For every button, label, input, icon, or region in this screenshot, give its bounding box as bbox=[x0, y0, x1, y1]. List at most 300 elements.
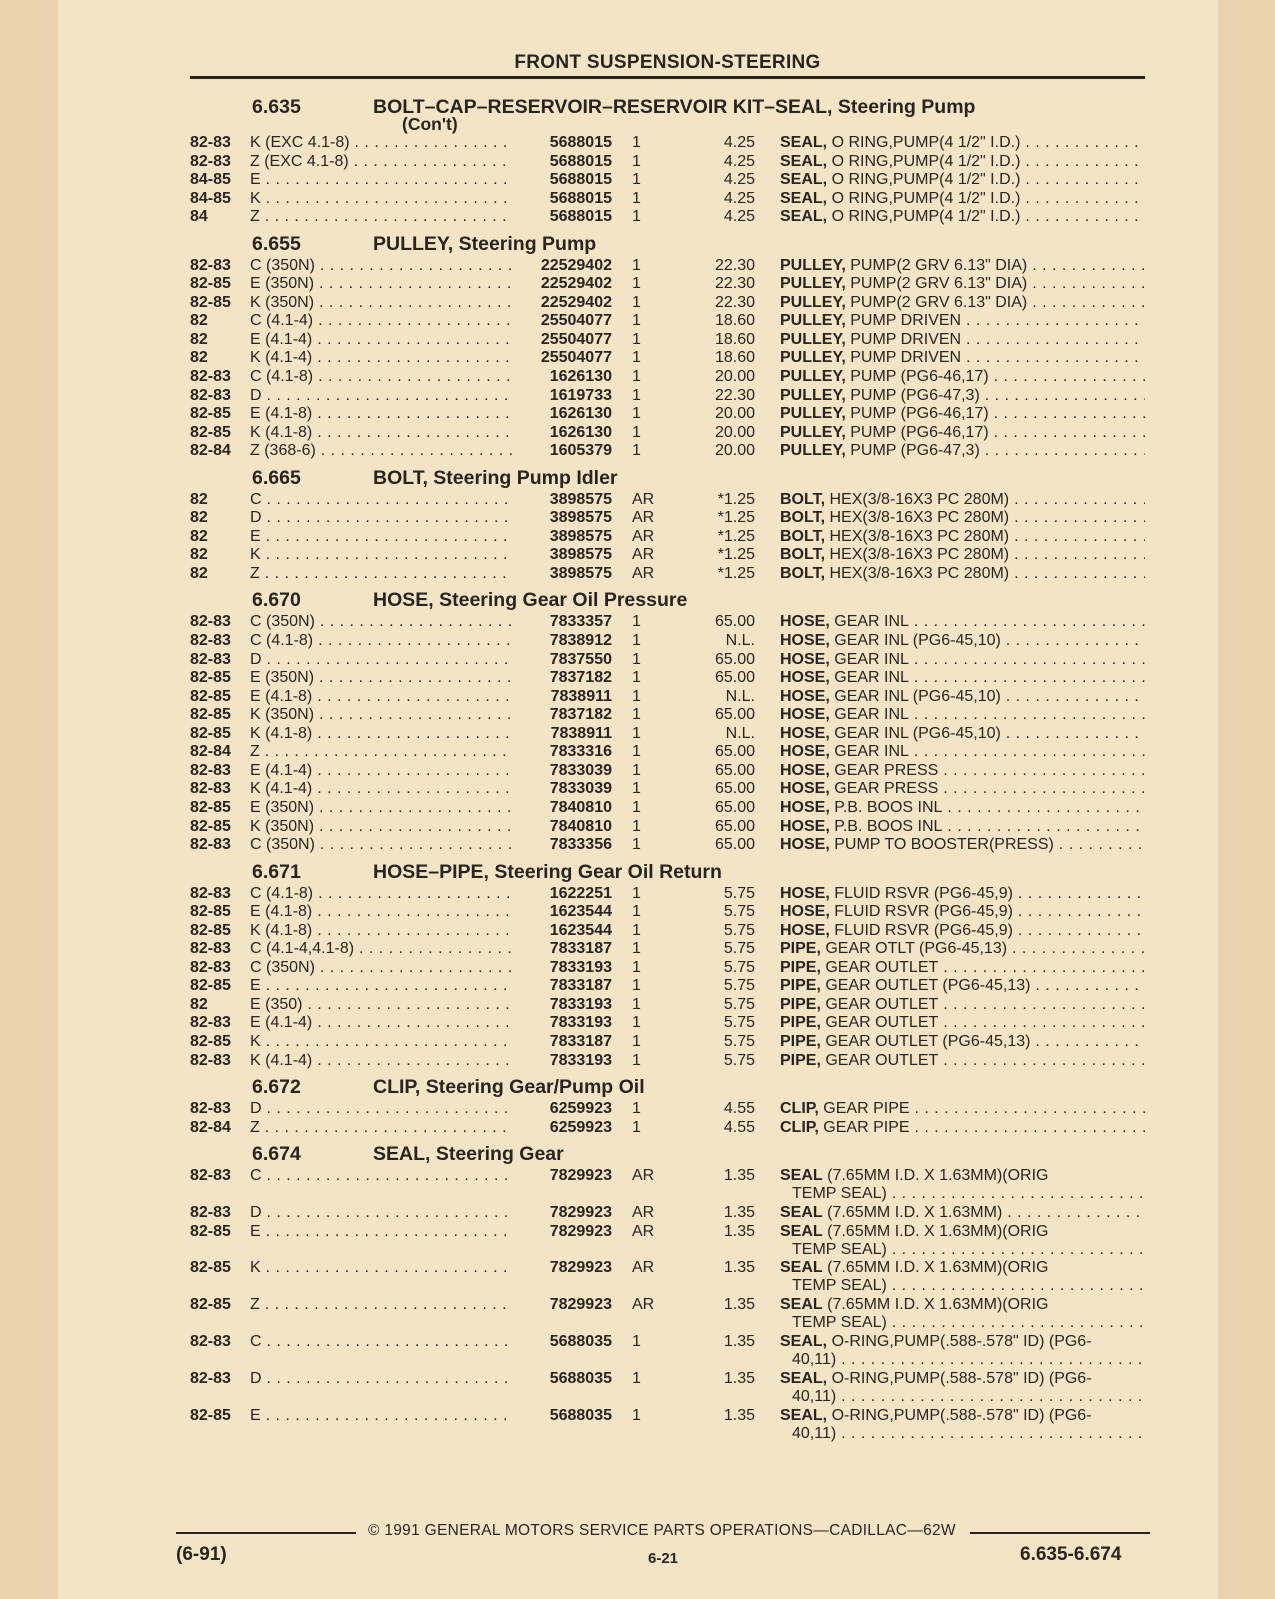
part-number-cell: 22529402 bbox=[540, 275, 612, 293]
description-noun: HOSE, bbox=[780, 669, 830, 687]
price-cell: 5.75 bbox=[723, 903, 755, 921]
part-number-cell: 3898575 bbox=[549, 509, 612, 527]
price-cell: N.L. bbox=[725, 687, 755, 705]
price-cell: 4.25 bbox=[723, 189, 755, 207]
quantity-cell: 1 bbox=[632, 977, 641, 995]
model-cell: E (4.1-4) . . . bbox=[250, 762, 512, 780]
quantity-cell: 1 bbox=[632, 1118, 641, 1136]
part-number-cell: 7837182 bbox=[549, 706, 612, 724]
table-row bbox=[190, 349, 1145, 368]
year-cell: 82-85 bbox=[190, 706, 231, 724]
model-cell: C (4.1-8) . . . bbox=[250, 632, 512, 650]
description-cell bbox=[780, 134, 1145, 152]
description-text-2: 40,11) . . . bbox=[792, 1351, 1145, 1368]
year-cell: 82-84 bbox=[190, 743, 231, 761]
year-cell: 82-83 bbox=[190, 650, 231, 668]
section-title: BOLT, Steering Pump Idler bbox=[373, 466, 618, 489]
description-cell bbox=[780, 1014, 1145, 1032]
model-cell: K . . . bbox=[250, 1259, 512, 1277]
description-cell bbox=[780, 706, 1145, 724]
quantity-cell: AR bbox=[632, 509, 655, 527]
description-cell bbox=[780, 996, 1145, 1014]
year-cell: 82-85 bbox=[190, 1296, 231, 1314]
model-cell: C (350N) . . . bbox=[250, 613, 512, 631]
description-noun: SEAL, bbox=[780, 171, 828, 189]
part-number-cell: 7833193 bbox=[549, 1051, 612, 1069]
model-cell: E . . . bbox=[250, 528, 512, 546]
description-noun: HOSE, bbox=[780, 798, 830, 816]
model-cell: Z . . . bbox=[250, 1119, 512, 1137]
price-cell: 65.00 bbox=[714, 613, 755, 631]
section-number: 6.635 bbox=[252, 96, 301, 118]
description-cell bbox=[780, 312, 1145, 330]
part-number-cell: 3898575 bbox=[549, 546, 612, 564]
description-cell bbox=[780, 818, 1145, 836]
price-cell: 65.00 bbox=[714, 761, 755, 779]
price-cell: 22.30 bbox=[714, 293, 755, 311]
section-title: SEAL, Steering Gear bbox=[373, 1143, 564, 1166]
year-cell: 82-84 bbox=[190, 1118, 231, 1136]
description-text: GEAR OTLT (PG6-45,13) . . . bbox=[825, 940, 1145, 957]
description-text: (7.65MM I.D. X 1.63MM)(ORIG bbox=[827, 1167, 1049, 1185]
quantity-cell: 1 bbox=[632, 780, 641, 798]
part-number-cell: 7833187 bbox=[549, 940, 612, 958]
model-cell: C (350N) . . . bbox=[250, 959, 512, 977]
description-text: PUMP(2 GRV 6.13" DIA) . . . bbox=[850, 294, 1145, 311]
price-cell: 65.00 bbox=[714, 669, 755, 687]
price-cell: *1.25 bbox=[717, 546, 755, 564]
part-number-cell: 5688015 bbox=[549, 134, 612, 151]
description-noun: HOSE, bbox=[780, 817, 830, 835]
part-number-cell: 7833193 bbox=[549, 995, 612, 1013]
model-cell: K (4.1-8) . . . bbox=[250, 725, 512, 743]
part-number-cell: 7833357 bbox=[549, 613, 612, 631]
description-noun: SEAL bbox=[780, 1222, 823, 1240]
price-cell: 5.75 bbox=[723, 1014, 755, 1032]
year-cell: 82-83 bbox=[190, 780, 231, 798]
description-text: (7.65MM I.D. X 1.63MM) . . . bbox=[827, 1204, 1145, 1221]
year-cell: 82-83 bbox=[190, 152, 231, 170]
part-number-cell: 7833193 bbox=[549, 1014, 612, 1032]
description-text: PUMP TO BOOSTER(PRESS) . . . bbox=[834, 836, 1145, 853]
part-number-cell: 7840810 bbox=[549, 817, 612, 835]
price-cell: 5.75 bbox=[723, 1032, 755, 1050]
model-cell: K . . . bbox=[250, 190, 512, 208]
part-number-cell: 1622251 bbox=[549, 884, 612, 902]
description-noun: SEAL, bbox=[780, 1370, 828, 1388]
description-cell bbox=[780, 208, 1145, 226]
quantity-cell: 1 bbox=[632, 442, 641, 460]
model-cell: E (350N) . . . bbox=[250, 669, 512, 687]
model-cell: K (4.1-8) . . . bbox=[250, 922, 512, 940]
model-cell: K . . . bbox=[250, 1033, 512, 1051]
part-number-cell: 3898575 bbox=[549, 527, 612, 545]
table-row bbox=[190, 706, 1145, 725]
year-cell: 82 bbox=[190, 527, 208, 545]
part-number-cell: 1626130 bbox=[549, 405, 612, 423]
description-noun: PULLEY, bbox=[780, 349, 846, 367]
model-cell: E (4.1-8) . . . bbox=[250, 405, 512, 423]
quantity-cell: 1 bbox=[632, 1014, 641, 1032]
part-number-cell: 7833039 bbox=[549, 780, 612, 798]
description-text: GEAR OUTLET . . . bbox=[825, 1052, 1145, 1069]
description-noun: BOLT, bbox=[780, 564, 826, 582]
description-text: GEAR PRESS . . . bbox=[834, 762, 1145, 779]
year-cell: 82 bbox=[190, 349, 208, 367]
description-cell bbox=[780, 885, 1145, 903]
section-number: 6.670 bbox=[252, 589, 301, 612]
table-row bbox=[190, 368, 1145, 387]
price-cell: 20.00 bbox=[714, 423, 755, 441]
table-row bbox=[190, 171, 1145, 190]
description-noun: PIPE, bbox=[780, 940, 821, 958]
table-row bbox=[190, 725, 1145, 744]
part-number-cell: 3898575 bbox=[549, 490, 612, 508]
quantity-cell: 1 bbox=[632, 256, 641, 274]
description-text: O RING,PUMP(4 1/2" I.D.) . . . bbox=[832, 190, 1145, 207]
description-cell bbox=[780, 725, 1145, 743]
description-cell bbox=[780, 546, 1145, 564]
model-cell: K (4.1-4) . . . bbox=[250, 349, 512, 367]
description-text: GEAR PIPE . . . bbox=[823, 1100, 1145, 1117]
description-text: GEAR INL . . . bbox=[834, 669, 1145, 686]
table-row bbox=[190, 1052, 1145, 1071]
description-noun: HOSE, bbox=[780, 780, 830, 798]
price-cell: 5.75 bbox=[723, 958, 755, 976]
part-number-cell: 7833356 bbox=[549, 836, 612, 854]
description-noun: PULLEY, bbox=[780, 386, 846, 404]
model-cell: K . . . bbox=[250, 546, 512, 564]
description-noun: PULLEY, bbox=[780, 293, 846, 311]
year-cell: 82-83 bbox=[190, 1204, 231, 1222]
table-row bbox=[190, 1033, 1145, 1052]
model-cell: K (EXC 4.1-8) . . . bbox=[250, 134, 512, 152]
description-cell bbox=[780, 613, 1145, 631]
part-number-cell: 25504077 bbox=[540, 349, 612, 367]
part-number-cell: 7829923 bbox=[549, 1204, 612, 1222]
quantity-cell: 1 bbox=[632, 632, 641, 650]
description-text: O-RING,PUMP(.588-.578" ID) (PG6- bbox=[831, 1407, 1092, 1425]
model-cell: C (4.1-4,4.1-8) . . . bbox=[250, 940, 512, 958]
description-cell bbox=[780, 903, 1145, 921]
description-cell bbox=[780, 405, 1145, 423]
model-cell: D . . . bbox=[250, 1370, 512, 1388]
description-noun: PULLEY, bbox=[780, 312, 846, 330]
year-cell: 82-85 bbox=[190, 1407, 231, 1425]
table-row bbox=[190, 1333, 1145, 1370]
description-continued bbox=[780, 1185, 1145, 1203]
quantity-cell: AR bbox=[632, 490, 655, 508]
quantity-cell: AR bbox=[632, 546, 655, 564]
quantity-cell: 1 bbox=[632, 921, 641, 939]
description-text: O RING,PUMP(4 1/2" I.D.) . . . bbox=[832, 153, 1145, 170]
year-cell: 82-85 bbox=[190, 687, 231, 705]
description-noun: HOSE, bbox=[780, 761, 830, 779]
description-text: GEAR OUTLET . . . bbox=[825, 1014, 1145, 1031]
description-text: O RING,PUMP(4 1/2" I.D.) . . . bbox=[832, 208, 1145, 225]
description-text: O-RING,PUMP(.588-.578" ID) (PG6- bbox=[831, 1333, 1092, 1351]
table-row bbox=[190, 651, 1145, 670]
description-cell bbox=[780, 1052, 1145, 1070]
description-text: HEX(3/8-16X3 PC 280M) . . . bbox=[829, 565, 1145, 582]
description-text: GEAR PRESS . . . bbox=[834, 780, 1145, 797]
part-number-cell: 7837550 bbox=[549, 650, 612, 668]
description-cell bbox=[780, 153, 1145, 171]
part-number-cell: 7829923 bbox=[549, 1259, 612, 1277]
year-cell: 82-85 bbox=[190, 724, 231, 742]
parts-list bbox=[190, 90, 1145, 1444]
model-cell: C (350N) . . . bbox=[250, 836, 512, 854]
description-text: PUMP (PG6-46,17) . . . bbox=[850, 368, 1145, 385]
description-cell bbox=[780, 275, 1145, 293]
quantity-cell: 1 bbox=[632, 134, 641, 151]
description-noun: SEAL bbox=[780, 1167, 823, 1185]
description-cell bbox=[780, 922, 1145, 940]
price-cell: 18.60 bbox=[714, 349, 755, 367]
description-noun: SEAL, bbox=[780, 1407, 828, 1425]
part-number-cell: 1605379 bbox=[549, 442, 612, 460]
price-cell: *1.25 bbox=[717, 509, 755, 527]
quantity-cell: AR bbox=[632, 1296, 655, 1314]
table-row bbox=[190, 996, 1145, 1015]
description-continued bbox=[780, 1388, 1145, 1406]
section-title: CLIP, Steering Gear/Pump Oil bbox=[373, 1076, 645, 1099]
table-row bbox=[190, 1014, 1145, 1033]
description-text: GEAR OUTLET (PG6-45,13) . . . bbox=[825, 1033, 1145, 1050]
description-noun: HOSE, bbox=[780, 687, 830, 705]
description-text: GEAR OUTLET . . . bbox=[825, 959, 1145, 976]
year-cell: 82-83 bbox=[190, 256, 231, 274]
price-cell: 1.35 bbox=[723, 1167, 755, 1185]
description-text: P.B. BOOS INL . . . bbox=[834, 799, 1145, 816]
table-row bbox=[190, 1296, 1145, 1333]
description-noun: SEAL, bbox=[780, 208, 828, 226]
quantity-cell: 1 bbox=[632, 349, 641, 367]
quantity-cell: 1 bbox=[632, 650, 641, 668]
description-noun: PIPE, bbox=[780, 1051, 821, 1069]
part-number-cell: 7833187 bbox=[549, 1032, 612, 1050]
table-row bbox=[190, 331, 1145, 350]
description-noun: PULLEY, bbox=[780, 405, 846, 423]
section-header bbox=[190, 1072, 1145, 1100]
description-cell bbox=[780, 651, 1145, 669]
year-cell: 84-85 bbox=[190, 189, 231, 207]
description-continued bbox=[780, 1241, 1145, 1259]
description-cell bbox=[780, 171, 1145, 189]
model-cell: E . . . bbox=[250, 977, 512, 995]
model-cell: E (4.1-8) . . . bbox=[250, 688, 512, 706]
year-cell: 84 bbox=[190, 208, 208, 226]
table-row bbox=[190, 387, 1145, 406]
model-cell: C (4.1-8) . . . bbox=[250, 885, 512, 903]
price-cell: 5.75 bbox=[723, 940, 755, 958]
quantity-cell: 1 bbox=[632, 743, 641, 761]
description-cell bbox=[780, 349, 1145, 367]
description-noun: HOSE, bbox=[780, 706, 830, 724]
description-text-2: TEMP SEAL) . . . bbox=[792, 1314, 1145, 1331]
description-continued bbox=[780, 1314, 1145, 1332]
year-cell: 82-85 bbox=[190, 293, 231, 311]
table-row bbox=[190, 565, 1145, 584]
quantity-cell: 1 bbox=[632, 152, 641, 170]
table-row bbox=[190, 208, 1145, 227]
part-number-cell: 5688035 bbox=[549, 1407, 612, 1425]
model-cell: C . . . bbox=[250, 1333, 512, 1351]
description-text: O RING,PUMP(4 1/2" I.D.) . . . bbox=[832, 134, 1145, 151]
description-text: PUMP (PG6-46,17) . . . bbox=[850, 405, 1145, 422]
price-cell: *1.25 bbox=[717, 564, 755, 582]
description-text: FLUID RSVR (PG6-45,9) . . . bbox=[834, 922, 1145, 939]
description-noun: SEAL bbox=[780, 1259, 823, 1277]
description-noun: BOLT, bbox=[780, 509, 826, 527]
part-number-cell: 1619733 bbox=[549, 386, 612, 404]
part-number-cell: 7833187 bbox=[549, 977, 612, 995]
part-number-cell: 6259923 bbox=[549, 1100, 612, 1118]
table-row bbox=[190, 1407, 1145, 1444]
description-cell bbox=[780, 959, 1145, 977]
description-text: GEAR INL (PG6-45,10) . . . bbox=[834, 688, 1145, 705]
description-cell bbox=[780, 1333, 1145, 1370]
description-noun: CLIP, bbox=[780, 1118, 819, 1136]
model-cell: C . . . bbox=[250, 1167, 512, 1185]
page-title: FRONT SUSPENSION-STEERING bbox=[514, 52, 821, 73]
price-cell: 20.00 bbox=[714, 442, 755, 460]
year-cell: 82-85 bbox=[190, 669, 231, 687]
price-cell: N.L. bbox=[725, 724, 755, 742]
description-cell bbox=[780, 762, 1145, 780]
price-cell: 65.00 bbox=[714, 743, 755, 761]
section-title: HOSE–PIPE, Steering Gear Oil Return bbox=[373, 860, 722, 883]
year-cell: 82 bbox=[190, 995, 208, 1013]
year-cell: 82 bbox=[190, 312, 208, 330]
part-number-cell: 6259923 bbox=[549, 1118, 612, 1136]
description-text: (7.65MM I.D. X 1.63MM)(ORIG bbox=[827, 1259, 1049, 1277]
quantity-cell: 1 bbox=[632, 275, 641, 293]
footer-rule-left bbox=[176, 1532, 356, 1534]
description-noun: PULLEY, bbox=[780, 423, 846, 441]
price-cell: 4.25 bbox=[723, 171, 755, 189]
quantity-cell: AR bbox=[632, 1222, 655, 1240]
description-noun: HOSE, bbox=[780, 921, 830, 939]
footer-range: 6.635-6.674 bbox=[1020, 1544, 1122, 1565]
description-text-2: TEMP SEAL) . . . bbox=[792, 1241, 1145, 1258]
table-row bbox=[190, 1100, 1145, 1119]
price-cell: 1.35 bbox=[723, 1333, 755, 1351]
description-cell bbox=[780, 669, 1145, 687]
section-number: 6.671 bbox=[252, 860, 301, 883]
year-cell: 82-85 bbox=[190, 977, 231, 995]
table-row bbox=[190, 632, 1145, 651]
table-row bbox=[190, 1119, 1145, 1138]
model-cell: E (350N) . . . bbox=[250, 275, 512, 293]
page-number: 6-21 bbox=[648, 1550, 679, 1567]
year-cell: 82-85 bbox=[190, 903, 231, 921]
description-cell bbox=[780, 1100, 1145, 1118]
table-row bbox=[190, 743, 1145, 762]
quantity-cell: AR bbox=[632, 1167, 655, 1185]
year-cell: 82 bbox=[190, 546, 208, 564]
quantity-cell: AR bbox=[632, 527, 655, 545]
quantity-cell: 1 bbox=[632, 171, 641, 189]
description-text-2: 40,11) . . . bbox=[792, 1425, 1145, 1442]
price-cell: 20.00 bbox=[714, 368, 755, 386]
description-cell bbox=[780, 836, 1145, 854]
price-cell: 4.25 bbox=[723, 134, 755, 151]
description-cell bbox=[780, 387, 1145, 405]
description-cell bbox=[780, 368, 1145, 386]
table-row bbox=[190, 762, 1145, 781]
model-cell: E (4.1-4) . . . bbox=[250, 331, 512, 349]
price-cell: 65.00 bbox=[714, 650, 755, 668]
price-cell: 1.35 bbox=[723, 1204, 755, 1222]
table-row bbox=[190, 491, 1145, 510]
part-number-cell: 5688015 bbox=[549, 189, 612, 207]
description-cell bbox=[780, 1259, 1145, 1296]
model-cell: Z . . . bbox=[250, 1296, 512, 1314]
year-cell: 82-83 bbox=[190, 836, 231, 854]
section-number: 6.665 bbox=[252, 466, 301, 489]
description-continued bbox=[780, 1277, 1145, 1295]
table-row bbox=[190, 1167, 1145, 1204]
price-cell: 22.30 bbox=[714, 275, 755, 293]
part-number-cell: 7838911 bbox=[550, 724, 612, 742]
description-cell bbox=[780, 799, 1145, 817]
description-text-2: TEMP SEAL) . . . bbox=[792, 1277, 1145, 1294]
part-number-cell: 1623544 bbox=[549, 903, 612, 921]
section-header bbox=[190, 463, 1145, 491]
price-cell: 5.75 bbox=[723, 921, 755, 939]
year-cell: 82-83 bbox=[190, 761, 231, 779]
description-cell bbox=[780, 1370, 1145, 1407]
price-cell: 1.35 bbox=[723, 1259, 755, 1277]
price-cell: 4.55 bbox=[723, 1100, 755, 1118]
part-number-cell: 3898575 bbox=[549, 564, 612, 582]
price-cell: N.L. bbox=[725, 632, 755, 650]
description-text: GEAR INL . . . bbox=[834, 706, 1145, 723]
quantity-cell: AR bbox=[632, 1259, 655, 1277]
part-number-cell: 25504077 bbox=[540, 330, 612, 348]
description-text: PUMP(2 GRV 6.13" DIA) . . . bbox=[850, 257, 1145, 274]
table-row bbox=[190, 818, 1145, 837]
table-row bbox=[190, 528, 1145, 547]
table-row bbox=[190, 134, 1145, 153]
price-cell: 65.00 bbox=[714, 780, 755, 798]
model-cell: E (4.1-8) . . . bbox=[250, 903, 512, 921]
description-cell bbox=[780, 509, 1145, 527]
footer-copyright: © 1991 GENERAL MOTORS SERVICE PARTS OPERATIONS—CADILLAC—62W bbox=[368, 1522, 956, 1539]
table-row bbox=[190, 1259, 1145, 1296]
price-cell: 1.35 bbox=[723, 1407, 755, 1425]
part-number-cell: 5688015 bbox=[549, 171, 612, 189]
description-continued bbox=[780, 1351, 1145, 1369]
year-cell: 82-85 bbox=[190, 817, 231, 835]
price-cell: 1.35 bbox=[723, 1222, 755, 1240]
quantity-cell: 1 bbox=[632, 798, 641, 816]
table-row bbox=[190, 669, 1145, 688]
table-row bbox=[190, 257, 1145, 276]
quantity-cell: 1 bbox=[632, 1100, 641, 1118]
model-cell: C (4.1-4) . . . bbox=[250, 312, 512, 330]
description-noun: SEAL, bbox=[780, 1333, 828, 1351]
part-number-cell: 7829923 bbox=[549, 1167, 612, 1185]
part-number-cell: 7833193 bbox=[549, 958, 612, 976]
table-row bbox=[190, 836, 1145, 855]
description-text: GEAR OUTLET (PG6-45,13) . . . bbox=[825, 977, 1145, 994]
description-text: HEX(3/8-16X3 PC 280M) . . . bbox=[829, 528, 1145, 545]
part-number-cell: 7838912 bbox=[549, 632, 612, 650]
price-cell: *1.25 bbox=[717, 527, 755, 545]
quantity-cell: 1 bbox=[632, 1333, 641, 1351]
